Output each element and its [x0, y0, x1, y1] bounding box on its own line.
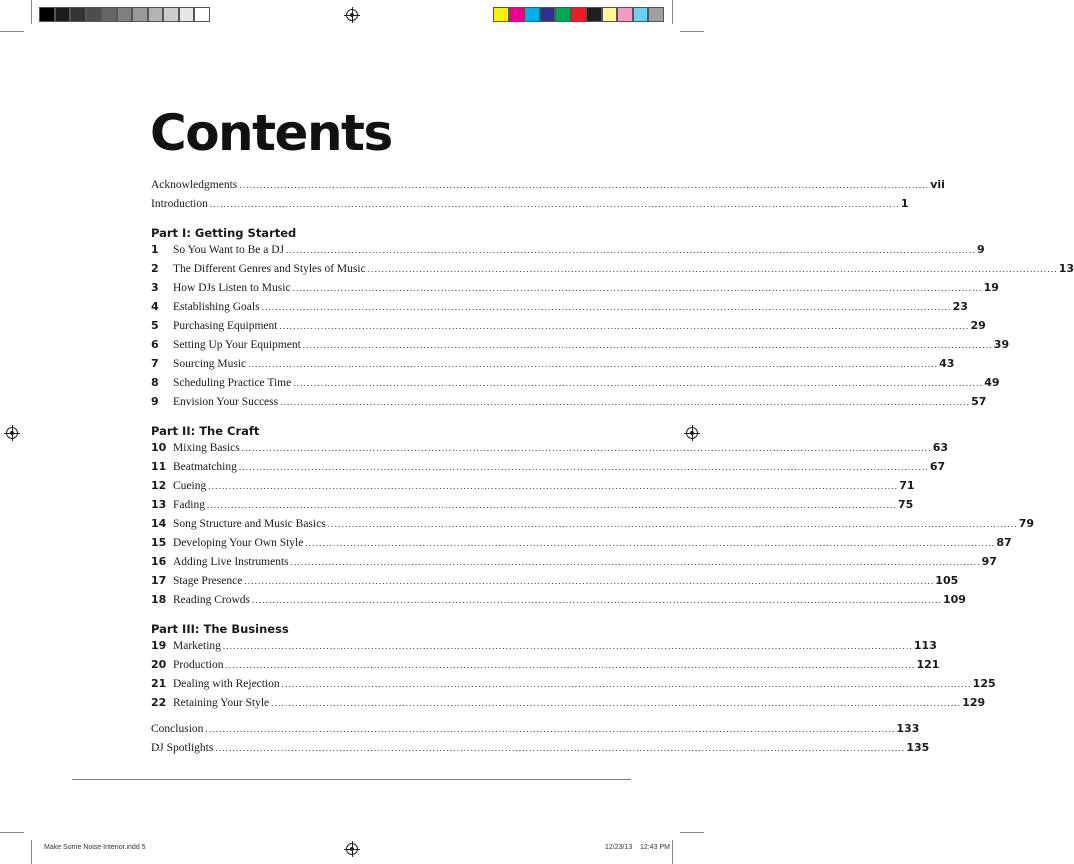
entry-title: Song Structure and Music Basics	[173, 518, 326, 530]
page-number: 121	[916, 658, 940, 671]
color-swatch	[86, 7, 102, 22]
dot-leader: ........................................................................................................................................................................................................	[367, 264, 1058, 274]
dot-leader: ........................................................................................................................................................................................................	[271, 698, 962, 708]
dot-leader: ........................................................................................................................................................................................................	[205, 724, 896, 734]
entry-title: Stage Presence	[173, 575, 243, 587]
entry-title: Fading	[173, 499, 205, 511]
crop-mark	[680, 832, 704, 833]
dot-leader: ........................................................................................................................................................................................................	[327, 519, 1018, 529]
color-swatch	[540, 7, 556, 22]
dot-leader: ........................................................................................................................................................................................................	[290, 557, 981, 567]
page-number: 71	[899, 479, 915, 492]
entry-title: Acknowledgments	[151, 179, 238, 191]
dot-leader: ........................................................................................................................................................................................................	[222, 641, 913, 651]
entry-title: How DJs Listen to Music	[173, 282, 291, 294]
chapter-number: 9	[151, 395, 159, 408]
entry-title: Setting Up Your Equipment	[173, 339, 301, 351]
chapter-number: 20	[151, 658, 167, 671]
spacer	[151, 715, 554, 722]
chapter-number: 3	[151, 281, 159, 294]
toc-entry	[151, 741, 930, 760]
grayscale-color-bar	[39, 7, 210, 23]
entry-title: The Different Genres and Styles of Music	[173, 263, 366, 275]
dot-leader: ........................................................................................................................................................................................................	[215, 743, 906, 753]
registration-mark-icon	[346, 843, 358, 855]
color-swatch	[571, 7, 587, 22]
registration-mark-icon	[686, 427, 698, 439]
dot-leader: ........................................................................................................................................................................................................	[206, 500, 897, 510]
chapter-number: 15	[151, 536, 167, 549]
registration-mark-icon	[6, 427, 18, 439]
toc-chapter-entry	[151, 639, 937, 658]
page-number: 97	[981, 555, 997, 568]
dot-leader: ........................................................................................................................................................................................................	[244, 576, 935, 586]
toc-chapter-entry	[151, 658, 940, 677]
toc-entry	[151, 197, 909, 216]
toc-chapter-entry	[151, 300, 968, 319]
page-number: 49	[984, 376, 1000, 389]
entry-title: Beatmatching	[173, 461, 237, 473]
chapter-number: 2	[151, 262, 159, 275]
entry-title: Reading Crowds	[173, 594, 250, 606]
color-swatch	[179, 7, 195, 22]
page-number: 23	[952, 300, 968, 313]
color-swatch	[101, 7, 117, 22]
page-number: 29	[970, 319, 986, 332]
chapter-number: 13	[151, 498, 167, 511]
slug-time: 12:43 PM	[640, 844, 670, 851]
crop-mark	[680, 31, 704, 32]
color-swatch	[509, 7, 525, 22]
dot-leader: ........................................................................................................................................................................................................	[305, 538, 996, 548]
color-swatch	[55, 7, 71, 22]
toc-chapter-entry	[151, 479, 915, 498]
color-swatch	[132, 7, 148, 22]
footer-rule	[72, 779, 631, 780]
crop-mark	[31, 840, 32, 864]
slug-date: 12/23/13	[605, 844, 633, 851]
chapter-number: 6	[151, 338, 159, 351]
dot-leader: ........................................................................................................................................................................................................	[248, 359, 939, 369]
dot-leader: ........................................................................................................................................................................................................	[281, 679, 972, 689]
registration-mark-icon	[346, 9, 358, 21]
page-number: 39	[993, 338, 1010, 351]
toc-chapter-entry	[151, 319, 986, 338]
toc-chapter-entry	[151, 536, 1012, 555]
entry-title: Dealing with Rejection	[173, 678, 280, 690]
page-number: 125	[972, 677, 996, 690]
process-color-bar	[493, 7, 664, 23]
dot-leader: ........................................................................................................................................................................................................	[225, 660, 916, 670]
dot-leader: ........................................................................................................................................................................................................	[261, 302, 952, 312]
page-number: 133	[896, 722, 920, 735]
toc-chapter-entry	[151, 357, 955, 376]
chapter-number: 18	[151, 593, 167, 606]
dot-leader: ........................................................................................................................................................................................................	[251, 595, 942, 605]
chapter-number: 16	[151, 555, 167, 568]
dot-leader: ........................................................................................................................................................................................................	[292, 283, 983, 293]
page-number: 109	[942, 593, 966, 606]
crop-mark	[0, 832, 24, 833]
dot-leader: ........................................................................................................................................................................................................	[293, 378, 984, 388]
color-swatch	[586, 7, 602, 22]
dot-leader: ........................................................................................................................................................................................................	[286, 245, 977, 255]
crop-mark	[672, 840, 673, 864]
page-number: 113	[913, 639, 937, 652]
chapter-number: 5	[151, 319, 159, 332]
page-number: 105	[935, 574, 959, 587]
page-number: 9	[977, 243, 985, 256]
page-title: Contents	[150, 104, 392, 162]
page-number: 87	[996, 536, 1012, 549]
entry-title: Conclusion	[151, 723, 204, 735]
entry-title: So You Want to Be a DJ	[173, 244, 285, 256]
chapter-number: 22	[151, 696, 167, 709]
color-swatch	[194, 7, 210, 22]
color-swatch	[117, 7, 133, 22]
toc-chapter-entry	[151, 555, 997, 574]
page-number: vii	[930, 178, 945, 191]
page-number: 67	[929, 460, 946, 473]
chapter-number: 12	[151, 479, 167, 492]
entry-title: Purchasing Equipment	[173, 320, 278, 332]
entry-title: Adding Live Instruments	[173, 556, 289, 568]
toc-chapter-entry	[151, 243, 985, 262]
chapter-number: 4	[151, 300, 159, 313]
chapter-number: 10	[151, 441, 167, 454]
part-heading: Part I: Getting Started	[151, 226, 297, 240]
entry-title: Mixing Basics	[173, 442, 240, 454]
chapter-number: 14	[151, 517, 167, 530]
toc-chapter-entry	[151, 262, 1074, 281]
color-swatch	[163, 7, 179, 22]
page-number: 63	[932, 441, 949, 454]
toc-chapter-entry	[151, 517, 1034, 536]
dot-leader: ........................................................................................................................................................................................................	[280, 397, 971, 407]
entry-title: Introduction	[151, 198, 208, 210]
page-number: 75	[897, 498, 914, 511]
part-heading: Part III: The Business	[151, 622, 289, 636]
entry-title: Envision Your Success	[173, 396, 279, 408]
slug-filename: Make Some Noise Interior.indd 5	[44, 844, 146, 851]
color-swatch	[602, 7, 618, 22]
entry-title: Marketing	[173, 640, 221, 652]
entry-title: DJ Spotlights	[151, 742, 214, 754]
toc-chapter-entry	[151, 441, 949, 460]
entry-title: Production	[173, 659, 224, 671]
toc-chapter-entry	[151, 338, 1010, 357]
page-number: 19	[983, 281, 999, 294]
table-of-contents	[151, 178, 1074, 760]
page-number: 1	[900, 197, 909, 210]
chapter-number: 11	[151, 460, 167, 473]
toc-chapter-entry	[151, 677, 996, 696]
toc-chapter-entry	[151, 460, 946, 479]
color-swatch	[648, 7, 664, 22]
dot-leader: ........................................................................................................................................................................................................	[279, 321, 970, 331]
page-number: 79	[1018, 517, 1034, 530]
dot-leader: ........................................................................................................................................................................................................	[238, 462, 929, 472]
toc-chapter-entry	[151, 395, 987, 414]
toc-chapter-entry	[151, 376, 1000, 395]
crop-mark	[0, 31, 24, 32]
color-swatch	[524, 7, 540, 22]
entry-title: Retaining Your Style	[173, 697, 270, 709]
chapter-number: 17	[151, 574, 167, 587]
toc-chapter-entry	[151, 574, 959, 593]
dot-leader: ........................................................................................................................................................................................................	[209, 199, 900, 209]
dot-leader: ........................................................................................................................................................................................................	[241, 443, 932, 453]
page-number: 43	[939, 357, 955, 370]
dot-leader: ........................................................................................................................................................................................................	[208, 481, 899, 491]
entry-title: Sourcing Music	[173, 358, 247, 370]
color-swatch	[148, 7, 164, 22]
page-number: 129	[962, 696, 986, 709]
page-number: 13	[1058, 262, 1074, 275]
crop-mark	[31, 0, 32, 24]
dot-leader: ........................................................................................................................................................................................................	[239, 180, 930, 190]
chapter-number: 7	[151, 357, 159, 370]
toc-chapter-entry	[151, 593, 966, 612]
toc-entry	[151, 722, 920, 741]
page-number: 57	[971, 395, 987, 408]
chapter-number: 21	[151, 677, 167, 690]
color-swatch	[70, 7, 86, 22]
crop-mark	[672, 0, 673, 24]
color-swatch	[555, 7, 571, 22]
color-swatch	[493, 7, 509, 22]
dot-leader: ........................................................................................................................................................................................................	[302, 340, 993, 350]
entry-title: Establishing Goals	[173, 301, 260, 313]
page-number: 135	[906, 741, 930, 754]
entry-title: Scheduling Practice Time	[173, 377, 292, 389]
toc-entry	[151, 178, 945, 197]
chapter-number: 8	[151, 376, 159, 389]
toc-chapter-entry	[151, 696, 986, 715]
toc-chapter-entry	[151, 498, 914, 517]
entry-title: Cueing	[173, 480, 207, 492]
entry-title: Developing Your Own Style	[173, 537, 304, 549]
toc-chapter-entry	[151, 281, 999, 300]
chapter-number: 19	[151, 639, 167, 652]
part-heading: Part II: The Craft	[151, 424, 260, 438]
color-swatch	[617, 7, 633, 22]
color-swatch	[39, 7, 55, 22]
color-swatch	[633, 7, 649, 22]
chapter-number: 1	[151, 243, 159, 256]
